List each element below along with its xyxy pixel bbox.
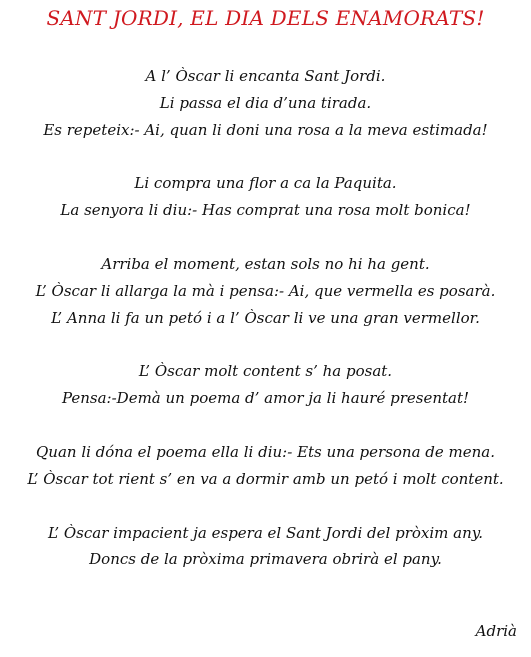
stanza-4 xyxy=(0,358,531,412)
stanza-6 xyxy=(0,520,531,574)
poem-line: A l’ Òscar li encanta Sant Jordi. xyxy=(145,67,386,85)
stanza-1 xyxy=(0,63,531,143)
stanza-3 xyxy=(0,251,531,331)
poem-line: L’ Òscar tot rient s’ en va a dormir amb un petó i molt content. xyxy=(27,469,504,488)
stanza-5 xyxy=(0,439,531,493)
author-signature: Adrià xyxy=(475,622,517,640)
poem-line: Quan li dóna el poema ella li diu:- Ets una persona de mena. xyxy=(35,442,496,461)
poem-line: Doncs de la pròxima primavera obrirà el pany. xyxy=(89,550,442,569)
stanza-2 xyxy=(0,170,531,224)
poem-line: L’ Òscar molt content s’ ha posat. xyxy=(138,362,393,381)
poem-body xyxy=(0,63,531,600)
poem-line: Pensa:-Demà un poema d’ amor ja li hauré presentat! xyxy=(61,389,470,408)
poem-line: La senyora li diu:- Has comprat una rosa molt bonica! xyxy=(60,201,471,220)
poem-line: Li compra una flor a ca la Paquita. xyxy=(134,174,397,193)
poem-line: Es repeteix:- Ai, quan li doni una rosa a la meva estimada! xyxy=(43,120,488,139)
poem-line: L’ Anna li fa un petó i a l’ Òscar li ve una gran vermellor. xyxy=(51,308,480,327)
poem-line: L’ Òscar li allarga la mà i pensa:- Ai, que vermella es posarà. xyxy=(35,281,496,300)
poem-title: SANT JORDI, EL DIA DELS ENAMORATS! xyxy=(46,6,485,30)
poem-line: Li passa el dia d’una tirada. xyxy=(159,93,372,112)
poem-line: Arriba el moment, estan sols no hi ha gent. xyxy=(101,254,430,273)
poem-line: L’ Òscar impacient ja espera el Sant Jordi del pròxim any. xyxy=(47,523,484,542)
